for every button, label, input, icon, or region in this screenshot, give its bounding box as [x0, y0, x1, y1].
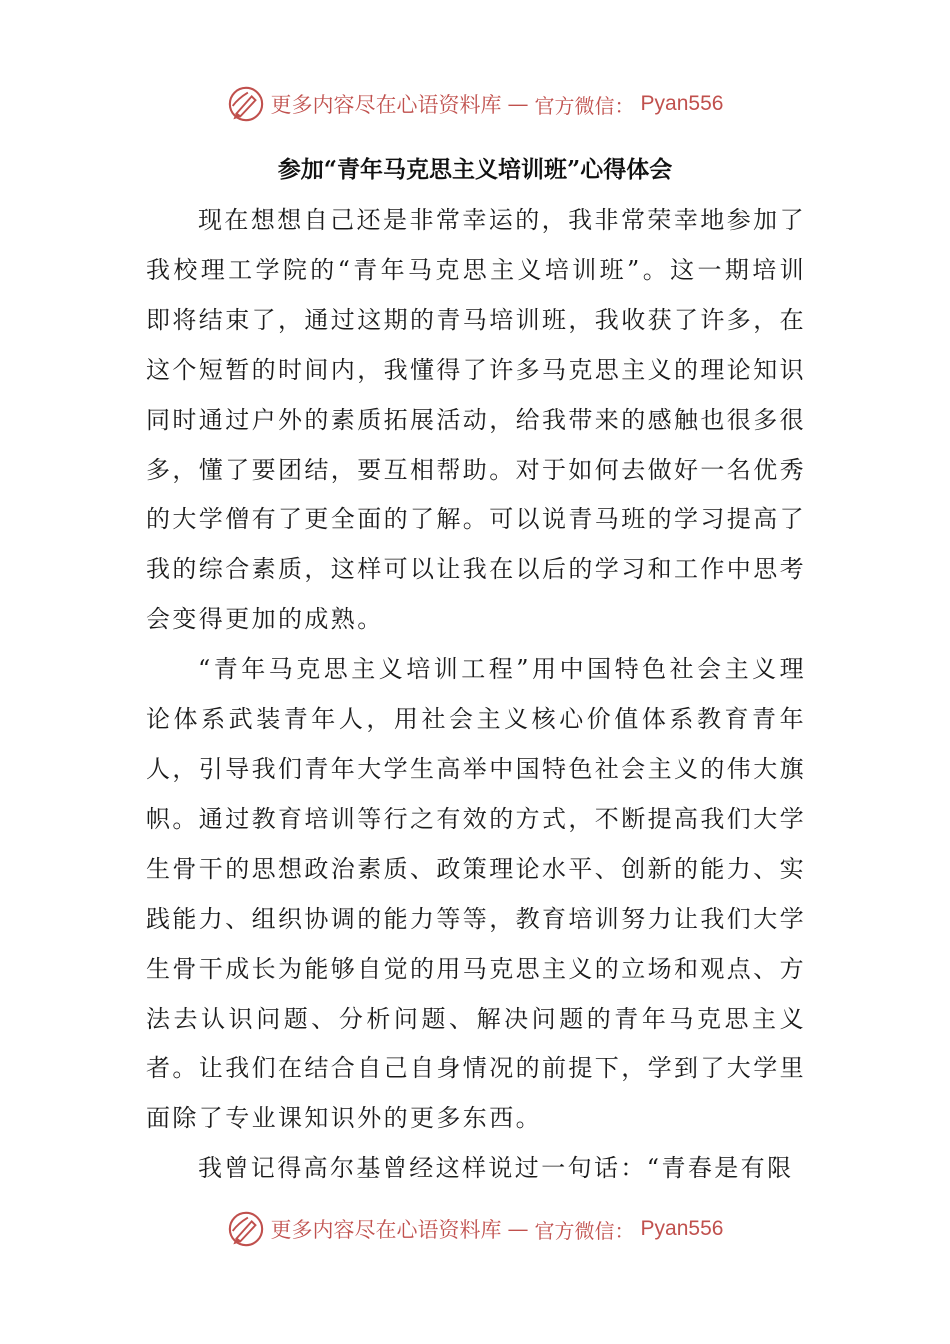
document-title: 参加“青年马克思主义培训班”心得体会	[277, 156, 673, 183]
watermark-dash: —	[507, 92, 529, 116]
watermark-wechat-id: Pyan556	[640, 1217, 724, 1240]
paragraph-1: 现在想想自己还是非常幸运的，我非常荣幸地参加了我校理工学院的“青年马克思主义培训班”。这一期培训即将结束了，通过这期的青马培训班，我收获了许多，在这个短暂的时间内，我懂得了许多马克思主义的理论知识同时通过户外的素质拓展活动，给我带来的感触也很多很多，懂了要团结，要互相帮助。对于如何去做好一名优秀的大学僧有了更全面的了解。可以说青马班的学习提高了我的综合素质，这样可以让我在以后的学习和工作中思考会变得更加的成熟。	[146, 206, 806, 634]
pen-nib-icon	[227, 85, 265, 123]
watermark-site-text: 更多内容尽在心语资料库	[270, 93, 502, 117]
watermark-content	[227, 1210, 724, 1248]
pen-nib-icon	[227, 1210, 265, 1248]
watermark-wechat-id: Pyan556	[640, 92, 724, 115]
watermark-dash: —	[507, 1217, 529, 1241]
watermark-content	[227, 85, 724, 123]
paragraph-2: “青年马克思主义培训工程”用中国特色社会主义理论体系武装青年人，用社会主义核心价值体系教育青年人，引导我们青年大学生高举中国特色社会主义的伟大旗帜。通过教育培训等行之有效的方式，不断提高我们大学生骨干的思想政治素质、政策理论水平、创新的能力、实践能力、组织协调的能力等等，教育培训努力让我们大学生骨干成长为能够自觉的用马克思主义的立场和观点、方法去认识问题、分析问题、解决问题的青年马克思主义者。让我们在结合自己自身情况的前提下，学到了大学里面除了专业课知识外的更多东西。	[146, 655, 806, 1133]
paragraph-3: 我曾记得高尔基曾经这样说过一句话：“青春是有限	[198, 1154, 794, 1183]
watermark-site-text: 更多内容尽在心语资料库	[270, 1218, 502, 1242]
watermark-wechat-label: 官方微信：	[534, 93, 635, 118]
document-body	[146, 196, 806, 1194]
footer-watermark	[0, 1207, 950, 1251]
header-watermark	[0, 82, 950, 126]
watermark-wechat-label: 官方微信：	[534, 1218, 635, 1243]
